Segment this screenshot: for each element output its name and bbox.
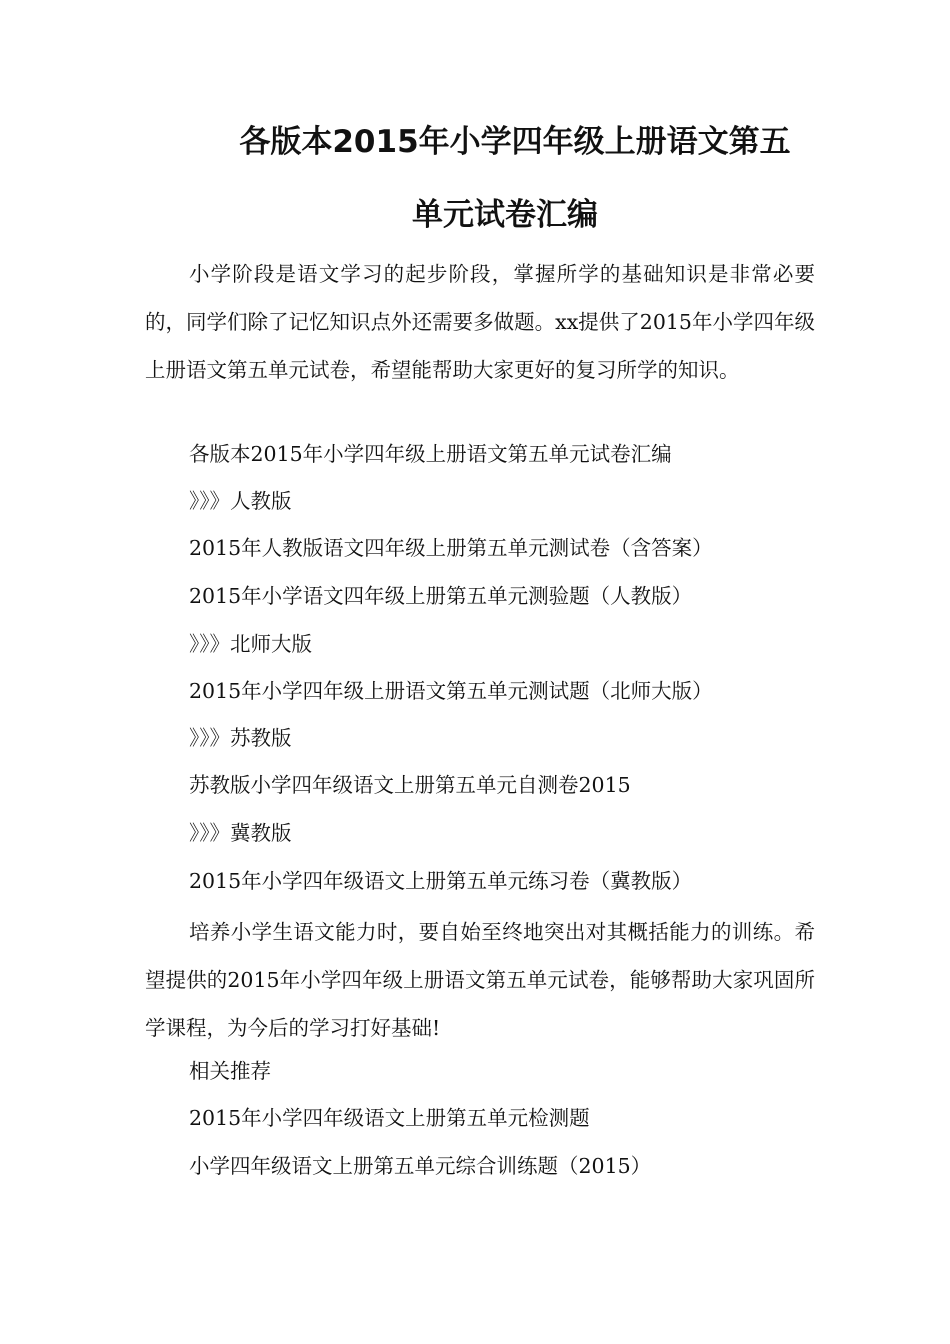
- section-beishida: 》》》北师大版: [189, 632, 312, 656]
- closing-paragraph: 培养小学生语文能力时，要自始至终地突出对其概括能力的训练。希望提供的2015年小学四年级上册语文第五单元试卷，能够帮助大家巩固所学课程，为今后的学习打好基础!: [145, 920, 815, 1040]
- intro-paragraph: 小学阶段是语文学习的起步阶段，掌握所学的基础知识是非常必要的，同学们除了记忆知识点外还需要多做题。xx提供了2015年小学四年级上册语文第五单元试卷，希望能帮助大家更好的复习所学的知识。: [145, 262, 815, 382]
- section-renjiao: 》》》人教版: [189, 489, 292, 513]
- document-title-line-2: 单元试卷汇编: [412, 197, 598, 233]
- link-beishida-test[interactable]: 2015年小学四年级上册语文第五单元测试题（北师大版）: [189, 679, 713, 703]
- link-jijiao-test[interactable]: 2015年小学四年级语文上册第五单元练习卷（冀教版）: [189, 869, 693, 893]
- related-heading: 相关推荐: [189, 1059, 271, 1083]
- link-renjiao-test[interactable]: 2015年人教版语文四年级上册第五单元测试卷（含答案）: [189, 536, 713, 560]
- related-link-1[interactable]: 2015年小学四年级语文上册第五单元检测题: [189, 1106, 590, 1130]
- link-renjiao-quiz[interactable]: 2015年小学语文四年级上册第五单元测验题（人教版）: [189, 584, 693, 608]
- section-sujiao: 》》》苏教版: [189, 726, 292, 750]
- collection-heading: 各版本2015年小学四年级上册语文第五单元试卷汇编: [189, 442, 672, 466]
- related-link-2[interactable]: 小学四年级语文上册第五单元综合训练题（2015）: [189, 1154, 652, 1178]
- section-jijiao: 》》》冀教版: [189, 821, 292, 845]
- link-sujiao-test[interactable]: 苏教版小学四年级语文上册第五单元自测卷2015: [189, 773, 631, 797]
- document-title-line-1: 各版本2015年小学四年级上册语文第五: [239, 124, 791, 160]
